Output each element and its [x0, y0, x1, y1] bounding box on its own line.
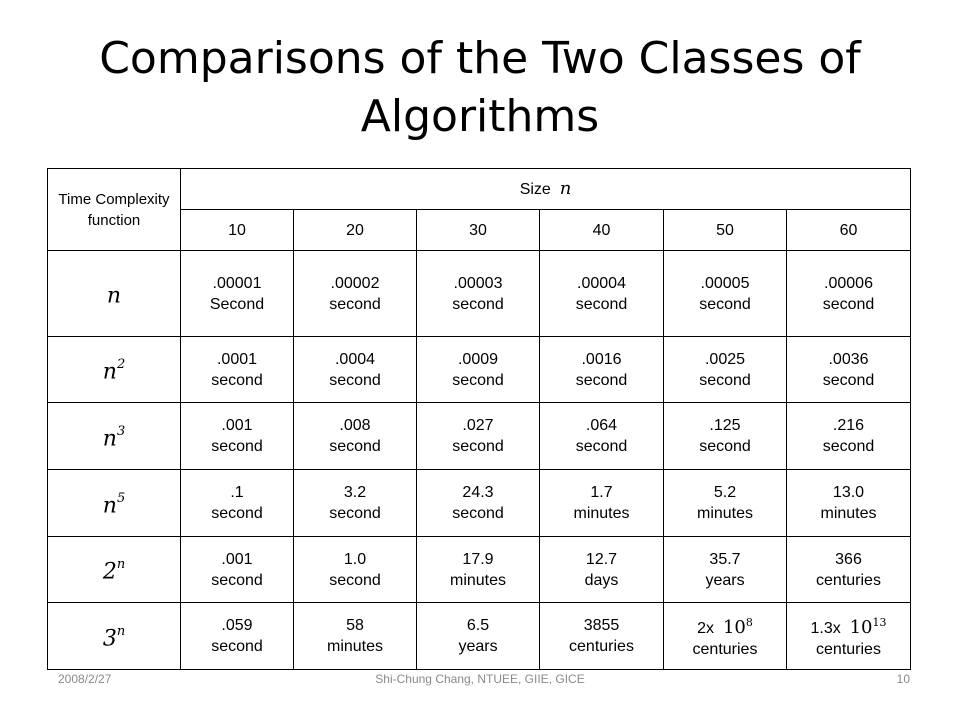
cell-value: .1	[230, 484, 244, 501]
power-base: 10	[722, 617, 746, 638]
complexity-function	[48, 537, 181, 603]
cell-value: 1.0	[343, 550, 367, 568]
cell-unit: second	[575, 371, 628, 389]
cell-unit: second	[699, 295, 751, 313]
size-value: 30	[417, 210, 540, 251]
power-of-ten	[723, 617, 753, 638]
cell-unit: years	[458, 638, 498, 655]
cell-value: .125	[709, 417, 741, 434]
table-cell	[540, 537, 664, 603]
cell-unit: second	[699, 438, 751, 455]
cell-value: .00001	[212, 274, 262, 292]
table-header-row	[48, 169, 911, 210]
cell-value: 13.0	[832, 484, 865, 501]
cell-unit: second	[452, 295, 504, 313]
size-value: 50	[664, 210, 787, 251]
cell-unit: Second	[209, 295, 265, 313]
cell-value: 366	[835, 550, 862, 568]
table-cell	[417, 603, 540, 670]
table-cell	[294, 251, 417, 337]
cell-value: 3855	[583, 617, 620, 634]
table-cell	[294, 537, 417, 603]
cell-value: .0004	[334, 350, 376, 368]
cell-value: .00003	[453, 274, 503, 292]
cell-unit: second	[211, 505, 263, 522]
cell-unit: second	[211, 638, 263, 655]
cell-prefix: 1.3x	[810, 620, 841, 637]
cell-prefix: 2x	[697, 620, 715, 637]
cell-unit: centuries	[569, 638, 634, 655]
cell-unit: years	[705, 571, 745, 589]
power-exponent: 13	[872, 616, 887, 629]
cell-unit: second	[211, 571, 263, 589]
cell-value: 5.2	[713, 484, 737, 501]
table-cell	[540, 251, 664, 337]
size-value: 40	[540, 210, 664, 251]
cell-unit: second	[211, 438, 263, 455]
function-exponent: 2	[116, 357, 126, 373]
table-cell	[417, 470, 540, 537]
cell-unit: centuries	[692, 641, 758, 658]
table-cell	[540, 603, 664, 670]
table-row	[48, 470, 911, 537]
function-base: n	[102, 359, 117, 385]
power-exponent: 8	[745, 616, 753, 629]
table-row	[48, 403, 911, 470]
table-cell	[417, 403, 540, 470]
cell-value: .216	[832, 417, 865, 434]
cell-value	[664, 612, 786, 639]
cell-value: .008	[339, 417, 371, 434]
complexity-function	[48, 337, 181, 403]
cell-unit: second	[575, 295, 628, 313]
table-cell	[294, 603, 417, 670]
cell-unit: second	[329, 438, 381, 455]
table-cell	[181, 251, 294, 337]
table-row	[48, 603, 911, 670]
cell-value: .00002	[330, 274, 380, 292]
cell-unit: second	[822, 371, 875, 389]
footer-date: 2008/2/27	[58, 672, 112, 686]
function-base: n	[102, 426, 117, 452]
cell-value: .00005	[700, 274, 750, 292]
cell-unit: centuries	[816, 571, 881, 589]
footer-author: Shi-Chung Chang, NTUEE, GIIE, GICE	[375, 672, 585, 686]
size-label: Size	[519, 181, 551, 198]
cell-value: 35.7	[709, 550, 741, 568]
cell-unit: minutes	[820, 505, 877, 522]
size-variable: n	[559, 178, 572, 199]
table-cell	[181, 603, 294, 670]
table-cell	[664, 603, 787, 670]
cell-value: .064	[585, 417, 618, 434]
slide-title	[40, 30, 920, 146]
cell-unit: second	[452, 505, 504, 522]
cell-unit: second	[822, 438, 875, 455]
cell-unit: second	[211, 371, 263, 389]
cell-value: 12.7	[585, 550, 618, 568]
table-cell	[181, 470, 294, 537]
table-cell	[181, 403, 294, 470]
table-cell	[294, 403, 417, 470]
table-cell	[540, 403, 664, 470]
size-value: 60	[787, 210, 911, 251]
table-cell	[787, 337, 911, 403]
cell-value: .001	[221, 417, 253, 434]
table-cell	[540, 337, 664, 403]
table-cell	[181, 537, 294, 603]
power-of-ten	[850, 617, 887, 638]
cell-unit: second	[329, 295, 381, 313]
cell-value: .00006	[824, 274, 873, 292]
function-exponent: n	[116, 623, 126, 639]
cell-unit: second	[329, 505, 381, 522]
cell-value: 58	[346, 617, 364, 634]
cell-unit: second	[452, 438, 504, 455]
cell-unit: second	[822, 295, 875, 313]
function-exponent: 3	[116, 423, 126, 439]
table-cell	[787, 403, 911, 470]
complexity-function	[48, 251, 181, 337]
table-cell	[787, 537, 911, 603]
cell-value: .0016	[581, 350, 622, 368]
cell-unit: minutes	[696, 505, 754, 522]
cell-value: 17.9	[462, 550, 494, 568]
power-base: 10	[849, 617, 873, 638]
table-row	[48, 537, 911, 603]
table-cell	[664, 537, 787, 603]
table-cell	[294, 470, 417, 537]
cell-unit: minutes	[449, 571, 507, 589]
table-cell	[787, 603, 911, 670]
cell-value: .0036	[828, 350, 869, 368]
function-base: n	[102, 493, 117, 519]
cell-value: .059	[221, 617, 253, 634]
time-complexity-header: Time Complexity function	[48, 169, 181, 251]
cell-unit: days	[584, 571, 619, 589]
table-cell	[664, 251, 787, 337]
complexity-function	[48, 470, 181, 537]
function-base: 2	[102, 559, 117, 585]
slide-title-line1: Comparisons of the Two Classes of	[99, 33, 861, 84]
cell-unit: minutes	[573, 505, 630, 522]
table-row	[48, 337, 911, 403]
size-header	[181, 169, 911, 210]
cell-unit: second	[452, 371, 504, 389]
cell-unit: second	[329, 571, 381, 589]
cell-unit: centuries	[816, 641, 881, 658]
cell-unit: minutes	[326, 638, 384, 655]
table-cell	[664, 403, 787, 470]
table-cell	[417, 251, 540, 337]
cell-value: .001	[221, 550, 253, 568]
footer-page-number: 10	[896, 672, 910, 686]
table-cell	[787, 251, 911, 337]
table-cell	[294, 337, 417, 403]
table-cell	[181, 337, 294, 403]
table-cell	[664, 337, 787, 403]
complexity-function	[48, 603, 181, 670]
table-row	[48, 251, 911, 337]
cell-value: 24.3	[462, 484, 494, 501]
table-cell	[417, 337, 540, 403]
function-exponent: 5	[116, 490, 126, 506]
cell-value: 3.2	[343, 484, 367, 501]
cell-value: .0025	[704, 350, 746, 368]
cell-value	[787, 612, 910, 639]
slide-title-line2: Algorithms	[360, 91, 600, 142]
table-cell	[540, 470, 664, 537]
size-value: 10	[181, 210, 294, 251]
cell-value: 1.7	[590, 484, 613, 501]
function-base: n	[106, 283, 122, 309]
table-cell	[417, 537, 540, 603]
cell-value: .027	[462, 417, 494, 434]
cell-value: .0001	[216, 350, 258, 368]
comparison-table	[47, 168, 911, 670]
function-exponent: n	[116, 557, 126, 573]
cell-unit: second	[699, 371, 751, 389]
cell-unit: second	[329, 371, 381, 389]
cell-unit: second	[575, 438, 628, 455]
function-base: 3	[102, 626, 117, 652]
table-cell	[787, 470, 911, 537]
complexity-function	[48, 403, 181, 470]
cell-value: .0009	[457, 350, 499, 368]
cell-value: .00004	[577, 274, 626, 292]
size-value: 20	[294, 210, 417, 251]
cell-value: 6.5	[466, 617, 490, 634]
table-cell	[664, 470, 787, 537]
